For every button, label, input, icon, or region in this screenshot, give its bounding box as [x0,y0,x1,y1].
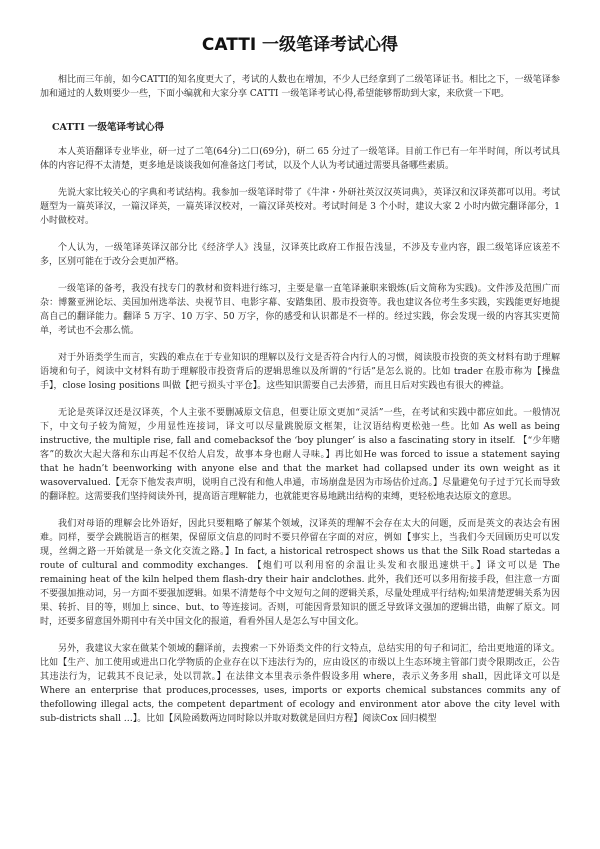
body-paragraph-2: 先说大家比较关心的字典和考试结构。我参加一级笔译时带了《牛津・外研社英汉汉英词典》，英译汉和汉译英都可以用。考试题型为一篇英译汉，一篇汉译英，一篇英译汉校对，一篇汉译英校对。考试时间是 3 个小时，建议大家 2 小时内做完翻译部分，1 小时做校对。 [40,188,560,226]
document-title: CATTI 一级笔译考试心得 [201,35,399,55]
body-paragraph-7: 我们对母语的理解会比外语好，因此只要粗略了解某个领域，汉译英的理解不会存在太大的问题，反而是英文的表达会有困难。同样，要学会跳脱语言的框架，保留原文信息的同时不要只停留在字面的对应，例如【事实上，当我们今天回顾历史可以发现，丝绸之路一开始就是一条文化交流之路。】In fact, a historical retrospect shows us that the Silk Road startedas a route of cultural and commodity exchanges. 【炮们可以利用窑的余温让头发和衣服迅速烘干。】译文可以是 The remaining heat of the kiln helped them flash-dry their hair andclothes. 此外，我们还可以多用衔接手段，但注意一方面不要强加推动词，另一方面不要强加逻辑。如果不清楚每个中文短句之间的逻辑关系，尽量处理成平行结构;如果清楚逻辑关系为因果、转折、目的等，则加上 since、but、to 等连接词。否则，可能因背景知识的匮乏导致译文强加的逻辑出错，曲解了原文。同时，还要多留意国外期刊中有关中国文化的报道，看看外国人是怎么写中国文化。 [40,519,560,627]
body-paragraph-1: 本人英语翻译专业毕业，研一过了二笔(64分)二口(69分)，研二 65 分过了一级笔译。目前工作已有一年半时间，所以考试具体的内容记得不太清楚，更多地是谈谈我如何准备这门考试，以及个人认为考试通过需要具备哪些素质。 [40,147,560,171]
body-paragraph-4: 一级笔译的备考，我没有找专门的教材和资料进行练习，主要是靠一直笔译兼职来锻炼(后文简称为实践)。文件涉及范围广而杂：博鳌亚洲论坛、美国加州选举法、央视节目、电影字幕、安踏集团、股市投资等。我也建议各位考生多实践，实践能更好地提高自己的翻译能力。翻译 5 万字、10 万字、50 万字，你的感受和认识都是不一样的。经过实践，你会发现一级的内容其实更简单，考试也不会那么慌。 [40,284,560,336]
section-heading: CATTI 一级笔译考试心得 [52,122,164,133]
body-paragraph-8: 另外，我建议大家在做某个领域的翻译前，去搜索一下外语类文件的行文特点，总结实用的句子和词汇，给出更地道的译文。比如【生产、加工使用或进出口化学物质的企业存在以下违法行为的，应由设区的市级以上生态环境主管部门责令限期改正，公告其违法行为，记载其不良记录，处以罚款。】在法律文本里表示条件假设多用 where，表示义务多用 shall，因此译文可以是 Where an enterprise that produces,processes, uses, imports or exports chemical substances commits any of thefollowing illegal acts, the competent department of ecology and environment ator above the city level with sub-districts shall …】。比如【风险函数两边同时除以并取对数就是回归方程】阅读Cox 回归模型 [40,644,560,724]
body-paragraph-6: 无论是英译汉还是汉译英，个人主张不要删减原文信息，但要让原文更加“灵活”一些，在考试和实践中都应如此。一般情况下，中文句子较为简短，少用显性连接词，译文可以尽量跳脱原文框架，让汉语结构更松弛一些。比如 As well as being instructive, the multiple rise, fall and comebacksof the ‘boy plunger’ is also a fascinating story in itself. 【“少年赌客”的数次大起大落和东山再起不仅给人启发，故事本身也耐人寻味。】再比如He was forced to issue a statement saying that he hadn’t beenworking with anyone else and that the market had collapsed under its own weight as it wasovervalued.【无奈下他发表声明，说明自己没有和他人串通，市场崩盘是因为市场估价过高。】尽量避免句子过于冗长而导致的翻译腔。这需要我们坚持阅读外刊，提高语言理解能力，也就能更容易地跳出结构的束缚，更轻松地表达原文的意思。 [40,408,560,502]
body-paragraph-3: 个人认为，一级笔译英译汉部分比《经济学人》浅显，汉译英比政府工作报告浅显，不涉及专业内容，跟二级笔译应该差不多，区别可能在于改分会更加严格。 [40,243,560,267]
body-paragraph-5: 对于外语类学生而言，实践的难点在于专业知识的理解以及行文是否符合内行人的习惯，阅读股市投资的英文材料有助于理解语境和句子，阅读中文材料有助于理解股市投资背后的逻辑思维以及所谓的“行话”是怎么说的。比如 trader 在股市称为【操盘手】，close losing positions 叫做【把亏损头寸平仓】。这些知识需要自己去涉猎，而且日后对实践也有很大的裨益。 [40,353,560,391]
intro-paragraph: 相比而三年前，如今CATTI的知名度更大了，考试的人数也在增加，不少人已经拿到了二级笔译证书。相比之下，一级笔译参加和通过的人数则要少一些，下面小编就和大家分享 CATTI 一级笔译考试心得,希望能够帮助到大家，来欣赏一下吧。 [40,75,560,99]
